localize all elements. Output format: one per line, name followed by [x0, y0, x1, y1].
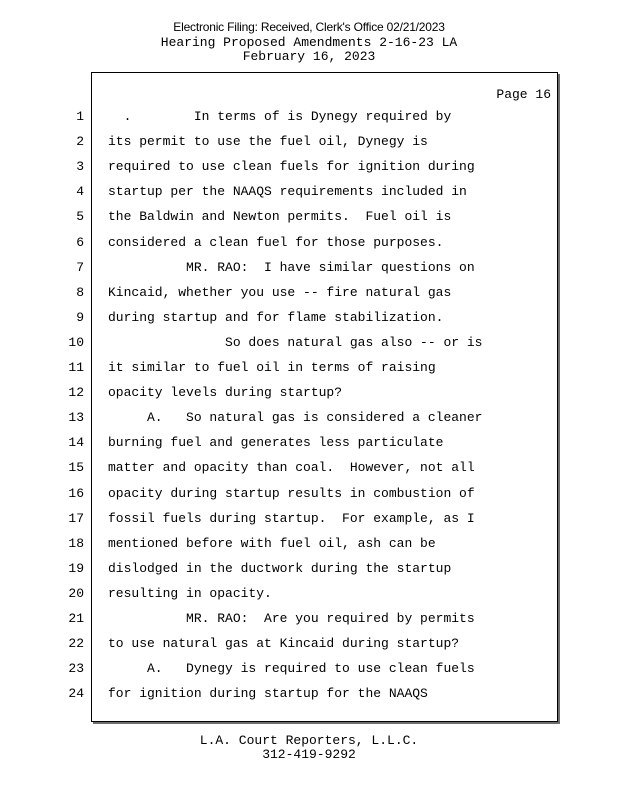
line-text: it similar to fuel oil in terms of raising [108, 360, 436, 375]
line-number: 20 [68, 586, 84, 601]
page-number: Page 16 [496, 87, 551, 102]
line-text: . In terms of is Dynegy required by [108, 109, 452, 124]
line-text: opacity during startup results in combustion of [108, 486, 475, 501]
line-number: 18 [68, 536, 84, 551]
line-text: A. So natural gas is considered a cleaner [108, 410, 483, 425]
line-text: So does natural gas also -- or is [108, 335, 483, 350]
line-text: fossil fuels during startup. For example, as I [108, 511, 475, 526]
transcript-date: February 16, 2023 [242, 49, 376, 64]
line-number: 10 [68, 335, 84, 350]
line-number: 23 [68, 661, 84, 676]
line-number: 13 [68, 410, 84, 425]
line-text: for ignition during startup for the NAAQS [108, 686, 428, 701]
line-number: 6 [76, 235, 84, 250]
line-number: 5 [76, 209, 84, 224]
line-text: MR. RAO: I have similar questions on [108, 260, 475, 275]
line-text: dislodged in the ductwork during the startup [108, 561, 452, 576]
line-text: considered a clean fuel for those purposes. [108, 235, 444, 250]
line-number: 12 [68, 385, 84, 400]
line-number: 2 [76, 134, 84, 149]
line-text: Kincaid, whether you use -- fire natural gas [108, 285, 452, 300]
line-text: resulting in opacity. [108, 586, 272, 601]
line-number: 17 [68, 511, 84, 526]
line-text: mentioned before with fuel oil, ash can be [108, 536, 436, 551]
line-text: opacity levels during startup? [108, 385, 343, 400]
line-number: 8 [76, 285, 84, 300]
reporter-phone: 312-419-9292 [262, 747, 356, 762]
line-number: 4 [76, 184, 84, 199]
line-number: 24 [68, 686, 84, 701]
line-text: the Baldwin and Newton permits. Fuel oil is [108, 209, 452, 224]
line-number: 7 [76, 260, 84, 275]
line-number: 1 [76, 109, 84, 124]
line-number: 15 [68, 460, 84, 475]
line-number: 22 [68, 636, 84, 651]
line-text: its permit to use the fuel oil, Dynegy is [108, 134, 428, 149]
transcript-title: Hearing Proposed Amendments 2-16-23 LA [160, 35, 458, 50]
reporter-company: L.A. Court Reporters, L.L.C. [199, 733, 419, 748]
line-text: MR. RAO: Are you required by permits [108, 611, 475, 626]
line-number: 11 [68, 360, 84, 375]
line-number: 14 [68, 435, 84, 450]
line-text: burning fuel and generates less particulate [108, 435, 444, 450]
line-number: 9 [76, 310, 84, 325]
line-text: during startup and for flame stabilization. [108, 310, 444, 325]
line-number: 16 [68, 486, 84, 501]
line-text: matter and opacity than coal. However, not all [108, 460, 475, 475]
line-text: A. Dynegy is required to use clean fuels [108, 661, 475, 676]
line-number: 19 [68, 561, 84, 576]
line-text: startup per the NAAQS requirements included in [108, 184, 467, 199]
line-text: required to use clean fuels for ignition during [108, 159, 475, 174]
line-text: to use natural gas at Kincaid during startup? [108, 636, 460, 651]
line-number: 21 [68, 611, 84, 626]
filing-stamp: Electronic Filing: Received, Clerk's Office 02/21/2023 [173, 20, 445, 34]
line-number: 3 [76, 159, 84, 174]
